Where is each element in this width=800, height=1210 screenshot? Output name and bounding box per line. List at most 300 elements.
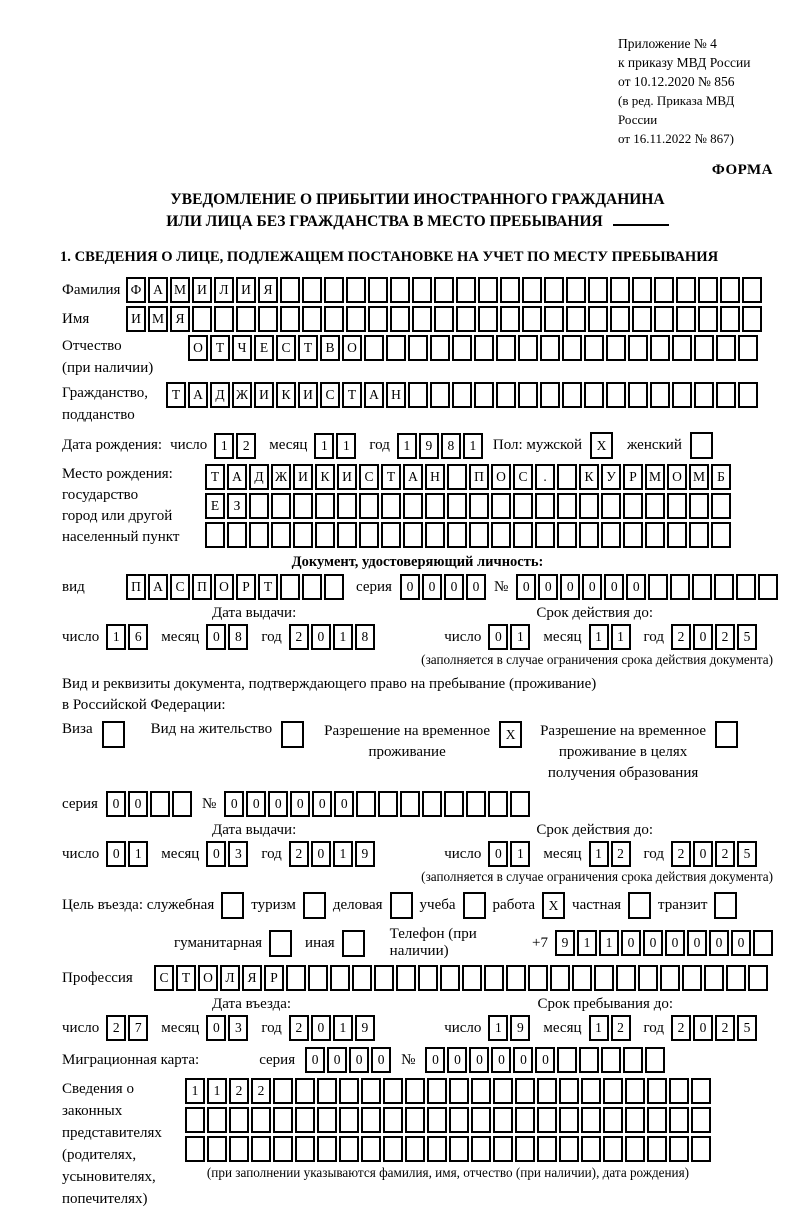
profession-char-box[interactable]: С bbox=[154, 965, 174, 991]
phone-digit-box[interactable]: 9 bbox=[555, 930, 575, 956]
patronymic-char-box[interactable]: Т bbox=[210, 335, 230, 361]
profession-char-box[interactable] bbox=[660, 965, 680, 991]
birth-place-char-box[interactable]: С bbox=[513, 464, 533, 490]
given-name-char-box[interactable] bbox=[654, 306, 674, 332]
representatives-char-box[interactable] bbox=[647, 1136, 667, 1162]
identity-doc-number-char-box[interactable]: 0 bbox=[538, 574, 558, 600]
citizenship-char-box[interactable]: И bbox=[298, 382, 318, 408]
representatives-char-box[interactable] bbox=[493, 1136, 513, 1162]
birth-place-char-box[interactable] bbox=[579, 522, 599, 548]
patronymic-char-box[interactable] bbox=[562, 335, 582, 361]
date-year-digit-box[interactable]: 1 bbox=[463, 433, 483, 459]
citizenship-char-box[interactable] bbox=[606, 382, 626, 408]
given-name-char-box[interactable] bbox=[544, 306, 564, 332]
given-name-char-box[interactable] bbox=[324, 306, 344, 332]
identity-doc-number-char-box[interactable]: 0 bbox=[582, 574, 602, 600]
birth-place-char-box[interactable] bbox=[711, 522, 731, 548]
citizenship-char-box[interactable] bbox=[716, 382, 736, 408]
date-year-digit-box[interactable]: 2 bbox=[671, 841, 691, 867]
citizenship-char-box[interactable]: И bbox=[254, 382, 274, 408]
profession-char-box[interactable] bbox=[726, 965, 746, 991]
date-month-digit-box[interactable]: 1 bbox=[314, 433, 334, 459]
patronymic-char-box[interactable]: Ч bbox=[232, 335, 252, 361]
migration-card-number-char-box[interactable] bbox=[557, 1047, 577, 1073]
surname-char-box[interactable] bbox=[456, 277, 476, 303]
phone-digit-box[interactable] bbox=[753, 930, 773, 956]
citizenship-char-box[interactable] bbox=[628, 382, 648, 408]
given-name-char-box[interactable] bbox=[280, 306, 300, 332]
patronymic-char-box[interactable]: Е bbox=[254, 335, 274, 361]
given-name-char-box[interactable] bbox=[236, 306, 256, 332]
phone-digit-box[interactable]: 1 bbox=[577, 930, 597, 956]
birth-place-char-box[interactable] bbox=[447, 522, 467, 548]
surname-char-box[interactable] bbox=[478, 277, 498, 303]
given-name-char-box[interactable] bbox=[698, 306, 718, 332]
date-day-digit-box[interactable]: 1 bbox=[214, 433, 234, 459]
profession-char-box[interactable] bbox=[594, 965, 614, 991]
representatives-char-box[interactable] bbox=[361, 1078, 381, 1104]
profession-char-box[interactable] bbox=[528, 965, 548, 991]
birth-place-char-box[interactable] bbox=[711, 493, 731, 519]
citizenship-char-box[interactable] bbox=[408, 382, 428, 408]
residence-doc-series-char-box[interactable] bbox=[150, 791, 170, 817]
identity-doc-number-char-box[interactable]: 0 bbox=[560, 574, 580, 600]
representatives-char-box[interactable] bbox=[339, 1107, 359, 1133]
patronymic-char-box[interactable] bbox=[386, 335, 406, 361]
birth-place-char-box[interactable] bbox=[689, 493, 709, 519]
representatives-char-box[interactable] bbox=[625, 1078, 645, 1104]
representatives-char-box[interactable] bbox=[207, 1107, 227, 1133]
patronymic-char-box[interactable]: О bbox=[342, 335, 362, 361]
migration-card-number-char-box[interactable] bbox=[645, 1047, 665, 1073]
patronymic-char-box[interactable] bbox=[584, 335, 604, 361]
surname-char-box[interactable] bbox=[566, 277, 586, 303]
representatives-char-box[interactable] bbox=[647, 1078, 667, 1104]
representatives-char-box[interactable] bbox=[669, 1107, 689, 1133]
date-year-digit-box[interactable]: 0 bbox=[311, 841, 331, 867]
surname-char-box[interactable]: Я bbox=[258, 277, 278, 303]
patronymic-char-box[interactable]: С bbox=[276, 335, 296, 361]
representatives-char-box[interactable] bbox=[537, 1078, 557, 1104]
residence-doc-series-char-box[interactable]: 0 bbox=[106, 791, 126, 817]
representatives-char-box[interactable] bbox=[339, 1136, 359, 1162]
birth-place-char-box[interactable] bbox=[601, 522, 621, 548]
given-name-char-box[interactable] bbox=[192, 306, 212, 332]
representatives-char-box[interactable] bbox=[383, 1107, 403, 1133]
birth-place-char-box[interactable]: М bbox=[689, 464, 709, 490]
profession-char-box[interactable]: Я bbox=[242, 965, 262, 991]
representatives-char-box[interactable] bbox=[669, 1136, 689, 1162]
profession-char-box[interactable] bbox=[550, 965, 570, 991]
representatives-char-box[interactable] bbox=[581, 1136, 601, 1162]
citizenship-char-box[interactable] bbox=[452, 382, 472, 408]
residence-doc-number-char-box[interactable] bbox=[378, 791, 398, 817]
date-month-digit-box[interactable]: 8 bbox=[228, 624, 248, 650]
birth-place-char-box[interactable] bbox=[491, 493, 511, 519]
date-month-digit-box[interactable]: 0 bbox=[206, 624, 226, 650]
representatives-char-box[interactable] bbox=[691, 1136, 711, 1162]
date-day-digit-box[interactable]: 1 bbox=[510, 624, 530, 650]
date-year-digit-box[interactable]: 0 bbox=[311, 1015, 331, 1041]
surname-char-box[interactable] bbox=[324, 277, 344, 303]
representatives-char-box[interactable] bbox=[603, 1107, 623, 1133]
residence-doc-number-char-box[interactable] bbox=[488, 791, 508, 817]
date-year-digit-box[interactable]: 5 bbox=[737, 1015, 757, 1041]
representatives-char-box[interactable] bbox=[273, 1136, 293, 1162]
patronymic-char-box[interactable] bbox=[716, 335, 736, 361]
surname-char-box[interactable]: Л bbox=[214, 277, 234, 303]
representatives-char-box[interactable] bbox=[405, 1107, 425, 1133]
profession-char-box[interactable] bbox=[352, 965, 372, 991]
date-month-digit-box[interactable]: 0 bbox=[206, 1015, 226, 1041]
representatives-char-box[interactable] bbox=[295, 1107, 315, 1133]
patronymic-char-box[interactable] bbox=[364, 335, 384, 361]
representatives-char-box[interactable] bbox=[449, 1078, 469, 1104]
representatives-char-box[interactable] bbox=[449, 1136, 469, 1162]
citizenship-char-box[interactable] bbox=[496, 382, 516, 408]
birth-place-char-box[interactable] bbox=[447, 464, 467, 490]
birth-place-char-box[interactable] bbox=[491, 522, 511, 548]
date-year-digit-box[interactable]: 2 bbox=[289, 1015, 309, 1041]
identity-doc-number-char-box[interactable] bbox=[758, 574, 778, 600]
migration-card-number-char-box[interactable]: 0 bbox=[491, 1047, 511, 1073]
representatives-char-box[interactable] bbox=[185, 1136, 205, 1162]
residence-doc-number-char-box[interactable] bbox=[466, 791, 486, 817]
migration-card-number-char-box[interactable] bbox=[579, 1047, 599, 1073]
representatives-char-box[interactable] bbox=[295, 1136, 315, 1162]
representatives-char-box[interactable] bbox=[295, 1078, 315, 1104]
birth-place-char-box[interactable]: С bbox=[359, 464, 379, 490]
identity-doc-number-char-box[interactable]: 0 bbox=[626, 574, 646, 600]
purpose-transit-checkbox[interactable] bbox=[714, 892, 737, 919]
birth-place-char-box[interactable]: О bbox=[491, 464, 511, 490]
profession-char-box[interactable] bbox=[396, 965, 416, 991]
residence-doc-number-char-box[interactable]: 0 bbox=[268, 791, 288, 817]
birth-place-char-box[interactable] bbox=[513, 493, 533, 519]
surname-char-box[interactable] bbox=[500, 277, 520, 303]
birth-place-char-box[interactable]: Б bbox=[711, 464, 731, 490]
representatives-char-box[interactable] bbox=[471, 1136, 491, 1162]
representatives-char-box[interactable] bbox=[515, 1107, 535, 1133]
patronymic-char-box[interactable] bbox=[430, 335, 450, 361]
date-day-digit-box[interactable]: 0 bbox=[488, 841, 508, 867]
given-name-char-box[interactable]: И bbox=[126, 306, 146, 332]
phone-digit-box[interactable]: 0 bbox=[731, 930, 751, 956]
birth-place-char-box[interactable] bbox=[667, 493, 687, 519]
citizenship-char-box[interactable]: А bbox=[364, 382, 384, 408]
birth-place-char-box[interactable]: З bbox=[227, 493, 247, 519]
birth-place-char-box[interactable]: А bbox=[227, 464, 247, 490]
given-name-char-box[interactable] bbox=[390, 306, 410, 332]
given-name-char-box[interactable] bbox=[588, 306, 608, 332]
birth-place-char-box[interactable] bbox=[227, 522, 247, 548]
birth-place-char-box[interactable] bbox=[579, 493, 599, 519]
citizenship-char-box[interactable]: Т bbox=[342, 382, 362, 408]
date-month-digit-box[interactable]: 1 bbox=[589, 841, 609, 867]
representatives-char-box[interactable] bbox=[383, 1136, 403, 1162]
migration-card-number-char-box[interactable]: 0 bbox=[447, 1047, 467, 1073]
birth-place-char-box[interactable] bbox=[337, 493, 357, 519]
date-day-digit-box[interactable]: 0 bbox=[488, 624, 508, 650]
profession-char-box[interactable] bbox=[462, 965, 482, 991]
date-year-digit-box[interactable]: 1 bbox=[333, 841, 353, 867]
residence-doc-number-char-box[interactable]: 0 bbox=[290, 791, 310, 817]
representatives-char-box[interactable] bbox=[493, 1107, 513, 1133]
profession-char-box[interactable]: Т bbox=[176, 965, 196, 991]
citizenship-char-box[interactable]: А bbox=[188, 382, 208, 408]
identity-doc-series-char-box[interactable]: 0 bbox=[466, 574, 486, 600]
identity-doc-number-char-box[interactable] bbox=[692, 574, 712, 600]
profession-char-box[interactable] bbox=[682, 965, 702, 991]
birth-place-char-box[interactable]: А bbox=[403, 464, 423, 490]
identity-doc-kind-char-box[interactable]: П bbox=[126, 574, 146, 600]
birth-place-char-box[interactable]: Т bbox=[205, 464, 225, 490]
residence-doc-number-char-box[interactable] bbox=[356, 791, 376, 817]
citizenship-char-box[interactable] bbox=[650, 382, 670, 408]
profession-char-box[interactable] bbox=[286, 965, 306, 991]
birth-place-char-box[interactable] bbox=[623, 522, 643, 548]
identity-doc-kind-char-box[interactable] bbox=[324, 574, 344, 600]
surname-char-box[interactable] bbox=[544, 277, 564, 303]
date-day-digit-box[interactable]: 9 bbox=[510, 1015, 530, 1041]
purpose-business-checkbox[interactable] bbox=[390, 892, 413, 919]
migration-card-series-char-box[interactable]: 0 bbox=[371, 1047, 391, 1073]
representatives-char-box[interactable]: 1 bbox=[185, 1078, 205, 1104]
given-name-char-box[interactable] bbox=[456, 306, 476, 332]
patronymic-char-box[interactable] bbox=[650, 335, 670, 361]
representatives-char-box[interactable] bbox=[493, 1078, 513, 1104]
identity-doc-kind-char-box[interactable]: С bbox=[170, 574, 190, 600]
representatives-char-box[interactable] bbox=[669, 1078, 689, 1104]
identity-doc-number-char-box[interactable] bbox=[736, 574, 756, 600]
identity-doc-number-char-box[interactable]: 0 bbox=[604, 574, 624, 600]
citizenship-char-box[interactable] bbox=[672, 382, 692, 408]
date-year-digit-box[interactable]: 9 bbox=[419, 433, 439, 459]
date-day-digit-box[interactable]: 1 bbox=[510, 841, 530, 867]
date-day-digit-box[interactable]: 6 bbox=[128, 624, 148, 650]
date-day-digit-box[interactable]: 7 bbox=[128, 1015, 148, 1041]
date-year-digit-box[interactable]: 9 bbox=[355, 841, 375, 867]
residence-doc-number-char-box[interactable]: 0 bbox=[334, 791, 354, 817]
representatives-char-box[interactable] bbox=[361, 1136, 381, 1162]
birth-place-char-box[interactable]: К bbox=[579, 464, 599, 490]
given-name-char-box[interactable] bbox=[632, 306, 652, 332]
surname-char-box[interactable] bbox=[588, 277, 608, 303]
surname-char-box[interactable]: И bbox=[236, 277, 256, 303]
date-year-digit-box[interactable]: 2 bbox=[715, 1015, 735, 1041]
representatives-char-box[interactable] bbox=[405, 1078, 425, 1104]
birth-place-char-box[interactable] bbox=[535, 493, 555, 519]
representatives-char-box[interactable] bbox=[383, 1078, 403, 1104]
surname-char-box[interactable] bbox=[390, 277, 410, 303]
patronymic-char-box[interactable] bbox=[672, 335, 692, 361]
representatives-char-box[interactable] bbox=[229, 1107, 249, 1133]
patronymic-char-box[interactable] bbox=[452, 335, 472, 361]
patronymic-char-box[interactable]: Т bbox=[298, 335, 318, 361]
birth-place-char-box[interactable]: Д bbox=[249, 464, 269, 490]
citizenship-char-box[interactable] bbox=[474, 382, 494, 408]
representatives-char-box[interactable] bbox=[471, 1078, 491, 1104]
profession-char-box[interactable] bbox=[330, 965, 350, 991]
representatives-char-box[interactable] bbox=[647, 1107, 667, 1133]
birth-place-char-box[interactable]: Е bbox=[205, 493, 225, 519]
given-name-char-box[interactable] bbox=[412, 306, 432, 332]
migration-card-number-char-box[interactable] bbox=[601, 1047, 621, 1073]
representatives-char-box[interactable] bbox=[603, 1078, 623, 1104]
date-year-digit-box[interactable]: 0 bbox=[311, 624, 331, 650]
date-month-digit-box[interactable]: 1 bbox=[336, 433, 356, 459]
birth-place-char-box[interactable] bbox=[381, 493, 401, 519]
date-year-digit-box[interactable]: 2 bbox=[289, 624, 309, 650]
given-name-char-box[interactable] bbox=[500, 306, 520, 332]
representatives-char-box[interactable] bbox=[515, 1136, 535, 1162]
patronymic-char-box[interactable] bbox=[518, 335, 538, 361]
identity-doc-kind-char-box[interactable]: А bbox=[148, 574, 168, 600]
identity-doc-series-char-box[interactable]: 0 bbox=[422, 574, 442, 600]
identity-doc-number-char-box[interactable] bbox=[648, 574, 668, 600]
representatives-char-box[interactable] bbox=[317, 1136, 337, 1162]
birth-place-char-box[interactable] bbox=[381, 522, 401, 548]
representatives-char-box[interactable] bbox=[251, 1136, 271, 1162]
identity-doc-number-char-box[interactable] bbox=[670, 574, 690, 600]
migration-card-number-char-box[interactable]: 0 bbox=[535, 1047, 555, 1073]
residence-doc-number-char-box[interactable] bbox=[510, 791, 530, 817]
birth-place-char-box[interactable] bbox=[557, 493, 577, 519]
date-day-digit-box[interactable]: 0 bbox=[106, 841, 126, 867]
identity-doc-series-char-box[interactable]: 0 bbox=[400, 574, 420, 600]
representatives-char-box[interactable] bbox=[471, 1107, 491, 1133]
surname-char-box[interactable] bbox=[412, 277, 432, 303]
representatives-char-box[interactable]: 1 bbox=[207, 1078, 227, 1104]
residence-doc-number-char-box[interactable]: 0 bbox=[224, 791, 244, 817]
citizenship-char-box[interactable]: С bbox=[320, 382, 340, 408]
representatives-char-box[interactable] bbox=[537, 1107, 557, 1133]
birth-place-char-box[interactable] bbox=[315, 522, 335, 548]
date-month-digit-box[interactable]: 2 bbox=[611, 1015, 631, 1041]
date-month-digit-box[interactable]: 3 bbox=[228, 1015, 248, 1041]
date-year-digit-box[interactable]: 2 bbox=[671, 1015, 691, 1041]
representatives-char-box[interactable] bbox=[185, 1107, 205, 1133]
birth-place-char-box[interactable] bbox=[447, 493, 467, 519]
citizenship-char-box[interactable] bbox=[738, 382, 758, 408]
given-name-char-box[interactable] bbox=[478, 306, 498, 332]
birth-place-char-box[interactable] bbox=[293, 493, 313, 519]
birth-place-char-box[interactable] bbox=[601, 493, 621, 519]
date-year-digit-box[interactable]: 0 bbox=[693, 624, 713, 650]
birth-place-char-box[interactable]: . bbox=[535, 464, 555, 490]
given-name-char-box[interactable] bbox=[610, 306, 630, 332]
birth-place-char-box[interactable] bbox=[315, 493, 335, 519]
birth-place-char-box[interactable] bbox=[425, 522, 445, 548]
profession-char-box[interactable] bbox=[506, 965, 526, 991]
citizenship-char-box[interactable]: Т bbox=[166, 382, 186, 408]
purpose-work-checkbox[interactable]: X bbox=[542, 892, 565, 919]
representatives-char-box[interactable] bbox=[251, 1107, 271, 1133]
representatives-char-box[interactable] bbox=[449, 1107, 469, 1133]
migration-card-series-char-box[interactable]: 0 bbox=[327, 1047, 347, 1073]
profession-char-box[interactable] bbox=[418, 965, 438, 991]
birth-place-char-box[interactable]: М bbox=[645, 464, 665, 490]
given-name-char-box[interactable] bbox=[368, 306, 388, 332]
date-year-digit-box[interactable]: 2 bbox=[715, 624, 735, 650]
representatives-char-box[interactable] bbox=[515, 1078, 535, 1104]
profession-char-box[interactable] bbox=[638, 965, 658, 991]
date-year-digit-box[interactable]: 0 bbox=[693, 1015, 713, 1041]
profession-char-box[interactable] bbox=[440, 965, 460, 991]
profession-char-box[interactable] bbox=[616, 965, 636, 991]
patronymic-char-box[interactable] bbox=[628, 335, 648, 361]
profession-char-box[interactable] bbox=[374, 965, 394, 991]
representatives-char-box[interactable] bbox=[603, 1136, 623, 1162]
surname-char-box[interactable] bbox=[434, 277, 454, 303]
surname-char-box[interactable]: И bbox=[192, 277, 212, 303]
birth-place-char-box[interactable] bbox=[557, 464, 577, 490]
patronymic-char-box[interactable] bbox=[474, 335, 494, 361]
date-year-digit-box[interactable]: 1 bbox=[397, 433, 417, 459]
surname-char-box[interactable] bbox=[610, 277, 630, 303]
given-name-char-box[interactable] bbox=[742, 306, 762, 332]
surname-char-box[interactable] bbox=[742, 277, 762, 303]
citizenship-char-box[interactable]: Д bbox=[210, 382, 230, 408]
birth-place-char-box[interactable]: И bbox=[293, 464, 313, 490]
birth-place-char-box[interactable] bbox=[623, 493, 643, 519]
purpose-official-checkbox[interactable] bbox=[221, 892, 244, 919]
date-year-digit-box[interactable]: 1 bbox=[333, 624, 353, 650]
patronymic-char-box[interactable] bbox=[496, 335, 516, 361]
representatives-char-box[interactable] bbox=[559, 1136, 579, 1162]
migration-card-number-char-box[interactable]: 0 bbox=[513, 1047, 533, 1073]
representatives-char-box[interactable] bbox=[625, 1107, 645, 1133]
given-name-char-box[interactable] bbox=[302, 306, 322, 332]
temporary-residence-checkbox[interactable]: X bbox=[499, 721, 522, 748]
citizenship-char-box[interactable] bbox=[562, 382, 582, 408]
patronymic-char-box[interactable] bbox=[540, 335, 560, 361]
citizenship-char-box[interactable] bbox=[430, 382, 450, 408]
patronymic-char-box[interactable]: В bbox=[320, 335, 340, 361]
representatives-char-box[interactable] bbox=[229, 1136, 249, 1162]
birth-place-char-box[interactable] bbox=[469, 522, 489, 548]
date-day-digit-box[interactable]: 1 bbox=[128, 841, 148, 867]
given-name-char-box[interactable] bbox=[346, 306, 366, 332]
date-year-digit-box[interactable]: 1 bbox=[333, 1015, 353, 1041]
representatives-char-box[interactable] bbox=[405, 1136, 425, 1162]
date-month-digit-box[interactable]: 1 bbox=[589, 624, 609, 650]
identity-doc-series-char-box[interactable]: 0 bbox=[444, 574, 464, 600]
date-month-digit-box[interactable]: 2 bbox=[611, 841, 631, 867]
representatives-char-box[interactable] bbox=[691, 1107, 711, 1133]
representatives-char-box[interactable] bbox=[581, 1078, 601, 1104]
surname-char-box[interactable] bbox=[302, 277, 322, 303]
residence-doc-number-char-box[interactable]: 0 bbox=[246, 791, 266, 817]
birth-place-char-box[interactable] bbox=[403, 493, 423, 519]
phone-digit-box[interactable]: 1 bbox=[599, 930, 619, 956]
date-month-digit-box[interactable]: 0 bbox=[206, 841, 226, 867]
migration-card-number-char-box[interactable] bbox=[623, 1047, 643, 1073]
birth-place-char-box[interactable] bbox=[535, 522, 555, 548]
residence-doc-number-char-box[interactable]: 0 bbox=[312, 791, 332, 817]
date-year-digit-box[interactable]: 8 bbox=[441, 433, 461, 459]
identity-doc-kind-char-box[interactable]: Р bbox=[236, 574, 256, 600]
profession-char-box[interactable] bbox=[572, 965, 592, 991]
surname-char-box[interactable]: А bbox=[148, 277, 168, 303]
birth-place-char-box[interactable]: И bbox=[337, 464, 357, 490]
birth-place-char-box[interactable] bbox=[271, 522, 291, 548]
citizenship-char-box[interactable] bbox=[518, 382, 538, 408]
given-name-char-box[interactable] bbox=[258, 306, 278, 332]
surname-char-box[interactable] bbox=[280, 277, 300, 303]
residence-permit-checkbox[interactable] bbox=[281, 721, 304, 748]
patronymic-char-box[interactable] bbox=[694, 335, 714, 361]
